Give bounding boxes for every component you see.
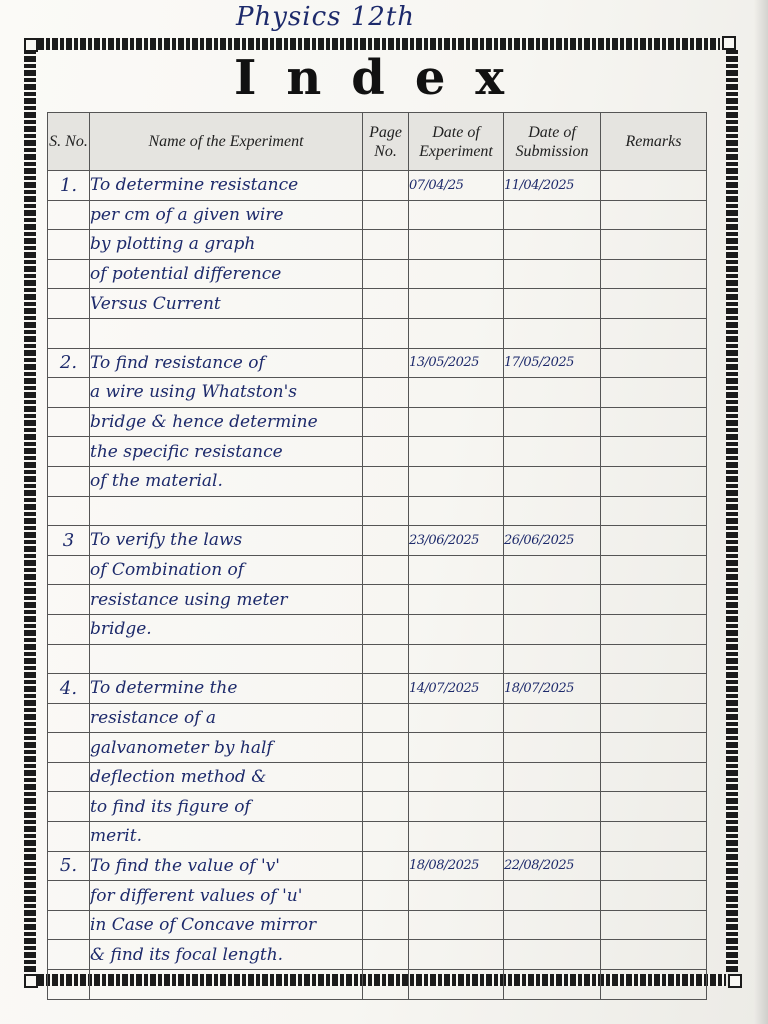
table-row [48,407,707,437]
serial-number-cell [48,230,90,260]
remarks-cell [601,289,707,319]
date-submission-cell [504,910,601,940]
table-row [48,940,707,970]
date-submission-cell [504,614,601,644]
page-number-cell [363,466,409,496]
table-body [48,171,707,1000]
date-submission-cell [504,466,601,496]
date-experiment-cell [409,614,504,644]
table-row [48,526,707,556]
date-submission-cell [504,259,601,289]
experiment-name-line: bridge & hence determine [90,407,363,437]
date-experiment-cell [409,318,504,348]
table-row [48,703,707,733]
serial-number-cell [48,318,90,348]
experiment-name-line [90,496,363,526]
date-submission-cell [504,881,601,911]
serial-number-cell [48,614,90,644]
page-number-cell [363,822,409,852]
table-header-row [48,113,707,171]
experiment-name-line: galvanometer by half [90,733,363,763]
date-submission-cell: 22/08/2025 [504,851,601,881]
table-row [48,318,707,348]
header-date-of-experiment: Date of Experiment [409,113,504,171]
date-experiment-cell [409,437,504,467]
remarks-cell [601,970,707,1000]
serial-number-cell [48,910,90,940]
table-row [48,881,707,911]
serial-number-cell [48,881,90,911]
remarks-cell [601,910,707,940]
date-submission-cell [504,437,601,467]
serial-number-cell: 5. [48,851,90,881]
table-row [48,200,707,230]
page-number-cell [363,703,409,733]
date-submission-cell [504,822,601,852]
remarks-cell [601,171,707,201]
page-number-cell [363,230,409,260]
experiment-name-line: merit. [90,822,363,852]
experiment-name-line: To find resistance of [90,348,363,378]
page-number-cell [363,910,409,940]
top-decorative-border [38,38,720,50]
date-submission-cell: 17/05/2025 [504,348,601,378]
experiment-name-line: To determine the [90,674,363,704]
date-experiment-cell [409,289,504,319]
page-number-cell [363,437,409,467]
date-submission-cell [504,792,601,822]
table-row [48,466,707,496]
serial-number-cell [48,792,90,822]
right-decorative-border [726,50,738,972]
date-experiment-cell [409,703,504,733]
serial-number-cell [48,644,90,674]
date-submission-cell [504,200,601,230]
date-submission-cell [504,733,601,763]
remarks-cell [601,881,707,911]
page-number-cell [363,555,409,585]
date-experiment-cell [409,733,504,763]
date-experiment-cell [409,496,504,526]
serial-number-cell [48,437,90,467]
experiment-name-line [90,318,363,348]
table-row [48,496,707,526]
experiment-name-line: To determine resistance [90,171,363,201]
date-experiment-cell [409,230,504,260]
date-submission-cell [504,496,601,526]
page-number-cell [363,259,409,289]
serial-number-cell [48,378,90,408]
date-submission-cell: 11/04/2025 [504,171,601,201]
remarks-cell [601,259,707,289]
header-date-of-submission: Date of Submission [504,113,601,171]
experiment-name-line: bridge. [90,614,363,644]
date-submission-cell [504,762,601,792]
table-row [48,259,707,289]
table-row [48,851,707,881]
table-row [48,555,707,585]
date-submission-cell [504,378,601,408]
remarks-cell [601,762,707,792]
page-number-cell [363,762,409,792]
date-submission-cell [504,585,601,615]
table-row [48,437,707,467]
date-experiment-cell [409,792,504,822]
date-experiment-cell [409,822,504,852]
page-number-cell [363,881,409,911]
remarks-cell [601,466,707,496]
date-submission-cell [504,230,601,260]
remarks-cell [601,407,707,437]
remarks-cell [601,378,707,408]
date-experiment-cell [409,970,504,1000]
date-experiment-cell [409,555,504,585]
date-submission-cell [504,970,601,1000]
date-submission-cell [504,289,601,319]
date-experiment-cell: 23/06/2025 [409,526,504,556]
date-submission-cell [504,318,601,348]
experiment-name-line: To verify the laws [90,526,363,556]
serial-number-cell [48,733,90,763]
experiment-name-line: for different values of 'u' [90,881,363,911]
date-experiment-cell [409,466,504,496]
remarks-cell [601,703,707,733]
table-row [48,762,707,792]
date-submission-cell [504,644,601,674]
serial-number-cell [48,940,90,970]
date-submission-cell: 18/07/2025 [504,674,601,704]
serial-number-cell: 3 [48,526,90,556]
remarks-cell [601,496,707,526]
page-number-cell [363,496,409,526]
date-submission-cell [504,407,601,437]
serial-number-cell: 1. [48,171,90,201]
experiment-name-line: of potential difference [90,259,363,289]
table-row [48,289,707,319]
page-number-cell [363,171,409,201]
date-experiment-cell [409,881,504,911]
page-number-cell [363,585,409,615]
header-remarks: Remarks [601,113,707,171]
remarks-cell [601,614,707,644]
page-number-cell [363,348,409,378]
table-row [48,644,707,674]
experiment-name-line [90,644,363,674]
experiment-name-line: deflection method & [90,762,363,792]
table-row [48,230,707,260]
page-number-cell [363,851,409,881]
table-row [48,674,707,704]
date-experiment-cell [409,200,504,230]
date-submission-cell [504,940,601,970]
serial-number-cell [48,289,90,319]
serial-number-cell: 2. [48,348,90,378]
serial-number-cell [48,585,90,615]
experiment-name-line: per cm of a given wire [90,200,363,230]
subject-heading: Physics 12th [236,2,416,32]
date-experiment-cell: 14/07/2025 [409,674,504,704]
serial-number-cell [48,496,90,526]
experiment-name-line: & find its focal length. [90,940,363,970]
table-row [48,378,707,408]
border-corner-ornament [24,974,38,988]
page-number-cell [363,526,409,556]
remarks-cell [601,822,707,852]
serial-number-cell [48,703,90,733]
table-row [48,585,707,615]
page-number-cell [363,792,409,822]
experiment-name-line: by plotting a graph [90,230,363,260]
experiment-name-line: to find its figure of [90,792,363,822]
experiment-name-line: in Case of Concave mirror [90,910,363,940]
serial-number-cell [48,466,90,496]
page-number-cell [363,733,409,763]
page-title: Index [233,50,535,106]
border-corner-ornament [728,974,742,988]
experiment-name-line: of Combination of [90,555,363,585]
page-number-cell [363,674,409,704]
page-number-cell [363,200,409,230]
serial-number-cell [48,822,90,852]
remarks-cell [601,851,707,881]
date-submission-cell [504,555,601,585]
table-row [48,614,707,644]
remarks-cell [601,200,707,230]
remarks-cell [601,526,707,556]
date-experiment-cell [409,940,504,970]
table-row [48,970,707,1000]
remarks-cell [601,555,707,585]
experiment-name-line: resistance of a [90,703,363,733]
date-experiment-cell [409,910,504,940]
table-row [48,733,707,763]
date-experiment-cell [409,407,504,437]
date-experiment-cell [409,644,504,674]
page-number-cell [363,378,409,408]
date-experiment-cell [409,762,504,792]
page-number-cell [363,644,409,674]
experiment-name-line: a wire using Whatston's [90,378,363,408]
table-row [48,822,707,852]
remarks-cell [601,674,707,704]
date-experiment-cell [409,259,504,289]
remarks-cell [601,318,707,348]
page-number-cell [363,614,409,644]
remarks-cell [601,437,707,467]
remarks-cell [601,792,707,822]
table-row [48,348,707,378]
table-row [48,171,707,201]
page-number-cell [363,318,409,348]
page-number-cell [363,970,409,1000]
date-experiment-cell [409,378,504,408]
remarks-cell [601,585,707,615]
date-experiment-cell [409,585,504,615]
remarks-cell [601,230,707,260]
experiment-name-line: of the material. [90,466,363,496]
serial-number-cell [48,407,90,437]
index-table [47,112,707,1000]
header-page-number: Page No. [363,113,409,171]
date-submission-cell [504,703,601,733]
left-decorative-border [24,52,36,972]
serial-number-cell [48,970,90,1000]
serial-number-cell [48,762,90,792]
experiment-name-line [90,970,363,1000]
remarks-cell [601,733,707,763]
serial-number-cell: 4. [48,674,90,704]
serial-number-cell [48,200,90,230]
remarks-cell [601,644,707,674]
remarks-cell [601,940,707,970]
date-experiment-cell: 18/08/2025 [409,851,504,881]
page-number-cell [363,289,409,319]
experiment-name-line: To find the value of 'v' [90,851,363,881]
page-edge-shadow [754,0,768,1024]
date-experiment-cell: 07/04/25 [409,171,504,201]
date-experiment-cell: 13/05/2025 [409,348,504,378]
remarks-cell [601,348,707,378]
experiment-name-line: the specific resistance [90,437,363,467]
experiment-name-line: Versus Current [90,289,363,319]
header-serial-number: S. No. [48,113,90,171]
border-corner-ornament [722,36,736,50]
page-number-cell [363,940,409,970]
serial-number-cell [48,259,90,289]
table-row [48,910,707,940]
experiment-name-line: resistance using meter [90,585,363,615]
header-experiment-name: Name of the Experiment [90,113,363,171]
page-number-cell [363,407,409,437]
serial-number-cell [48,555,90,585]
table-row [48,792,707,822]
date-submission-cell: 26/06/2025 [504,526,601,556]
